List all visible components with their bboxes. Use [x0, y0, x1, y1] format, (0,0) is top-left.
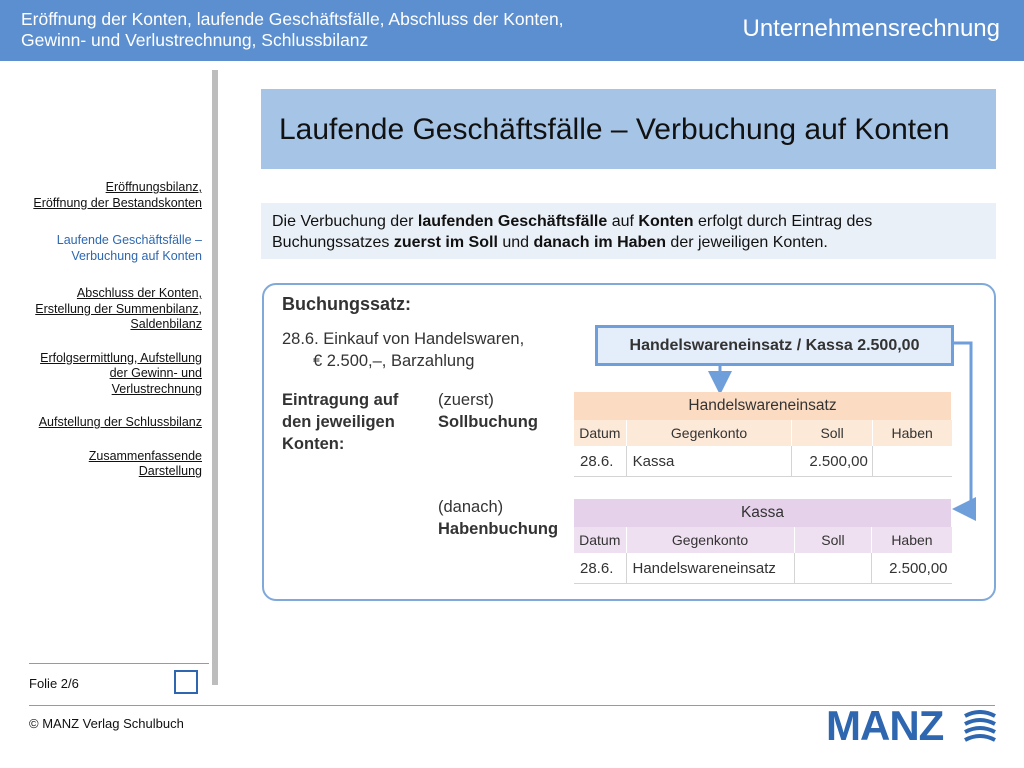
- intro-text-part: auf: [607, 213, 639, 230]
- intro-text-bold: laufenden Geschäftsfälle: [417, 213, 608, 230]
- booking-figure: [262, 283, 996, 601]
- credit-note-type: Habenbuchung: [438, 520, 559, 538]
- header-topics: [21, 9, 564, 51]
- intro-text-part: der jeweiligen Konten.: [665, 234, 828, 251]
- intro-text-part: und: [497, 234, 534, 251]
- intro-text-bold: Konten: [638, 213, 694, 230]
- table-row: [574, 553, 952, 584]
- manz-logo: MANZ: [826, 702, 944, 749]
- sidebar-item-schlussbilanz[interactable]: [0, 415, 202, 431]
- sidebar-item-label: Abschluss der Konten,: [76, 286, 202, 300]
- credit-note-when: (danach): [438, 498, 504, 516]
- intro-text: [272, 211, 987, 253]
- accounts-label-line2: den jeweiligen: [282, 413, 395, 431]
- table-row: [574, 446, 952, 477]
- cell-datum: 28.6.: [574, 446, 626, 477]
- sidebar-item-abschluss-der-konten[interactable]: [0, 286, 202, 333]
- sidebar-item-label: Erstellung der Summenbilanz,: [35, 301, 202, 316]
- debit-note-when: (zuerst): [438, 391, 494, 409]
- intro-text-part: erfolgt durch Eintrag des Buchungssatzes: [272, 213, 873, 251]
- intro-text-bold: danach im Haben: [533, 234, 666, 251]
- slide-number: Folie 2/6: [29, 676, 79, 691]
- figure-heading: Buchungssatz:: [282, 294, 412, 314]
- sidebar-item-label: Verbuchung auf Konten: [71, 248, 202, 263]
- intro-text-bold: zuerst im Soll: [393, 234, 498, 251]
- sidebar-item-label: Aufstellung der Schlussbilanz: [38, 415, 202, 429]
- intro-text-part: Die Verbuchung der: [272, 213, 418, 230]
- header-bar: [0, 0, 1024, 61]
- sidebar-item-label: Laufende Geschäftsfälle –: [56, 233, 202, 247]
- slide-nav-button[interactable]: [174, 670, 198, 694]
- sidebar-nav: [0, 180, 202, 498]
- sidebar-item-label: Darstellung: [138, 464, 202, 478]
- cell-haben: 2.500,00: [872, 553, 952, 584]
- sidebar-item-erfolgsermittlung[interactable]: [0, 351, 202, 398]
- slide-title-box: [261, 89, 996, 169]
- column-header-gegenkonto: Gegenkonto: [626, 420, 792, 446]
- column-header-soll: Soll: [794, 527, 872, 553]
- cell-gegenkonto: Handelswareneinsatz: [626, 553, 794, 584]
- accounts-label-line3: Konten:: [282, 435, 345, 453]
- cell-haben: [872, 446, 951, 477]
- sidebar-item-label: Saldenbilanz: [130, 317, 202, 331]
- column-header-datum: Datum: [574, 420, 626, 446]
- account-handelswareneinsatz: [574, 392, 952, 477]
- cell-datum: 28.6.: [574, 553, 626, 584]
- booking-record-box: Handelswareneinsatz / Kassa 2.500,00: [595, 325, 954, 366]
- cell-soll: [794, 553, 872, 584]
- sidebar-item-label: Eröffnungsbilanz,: [105, 180, 202, 194]
- column-header-haben: Haben: [891, 425, 933, 441]
- copyright-text: © MANZ Verlag Schulbuch: [29, 716, 184, 731]
- sidebar-item-label: der Gewinn- und: [109, 366, 202, 380]
- slide-title: Laufende Geschäftsfälle – Verbuchung auf Konten: [279, 113, 950, 146]
- column-header-soll: Soll: [792, 420, 872, 446]
- sidebar-item-label: Eröffnung der Bestandskonten: [33, 195, 202, 210]
- cell-soll: 2.500,00: [792, 446, 872, 477]
- column-header-haben: Haben: [891, 532, 933, 548]
- header-topics-line1: Eröffnung der Konten, laufende Geschäftsfälle, Abschluss der Konten,: [21, 9, 564, 29]
- sidebar-item-label: Erfolgsermittlung, Aufstellung: [40, 350, 202, 365]
- sidebar-item-label: Verlustrechnung: [111, 381, 202, 396]
- column-header-gegenkonto: Gegenkonto: [626, 527, 794, 553]
- sidebar-item-zusammenfassende-darstellung[interactable]: [0, 449, 202, 480]
- intro-box: [261, 203, 996, 259]
- header-topics-line2: Gewinn- und Verlustrechnung, Schlussbilanz: [21, 30, 369, 50]
- header-subject: Unternehmensrechnung: [742, 15, 1000, 42]
- booking-entry-line1: 28.6. Einkauf von Handelswaren,: [282, 330, 525, 348]
- sidebar-item-eroeffnungsbilanz[interactable]: [0, 180, 202, 211]
- sidebar-item-laufende-geschaeftsfaelle[interactable]: [0, 233, 202, 264]
- arrow-to-credit: [953, 343, 971, 509]
- account-kassa: [574, 499, 952, 584]
- booking-entry-line2: € 2.500,–, Barzahlung: [313, 352, 475, 370]
- accounts-label-line1: Eintragung auf: [282, 391, 399, 409]
- cell-gegenkonto: Kassa: [626, 446, 792, 477]
- account-title: Kassa: [574, 499, 952, 527]
- sidebar-divider: [212, 70, 218, 685]
- manz-logo-mark-icon: [963, 710, 997, 742]
- debit-note-type: Sollbuchung: [438, 413, 538, 431]
- footer-divider-short: [29, 663, 209, 664]
- account-title: Handelswareneinsatz: [574, 392, 952, 420]
- column-header-datum: Datum: [574, 527, 626, 553]
- sidebar-item-label: Zusammenfassende: [88, 448, 202, 463]
